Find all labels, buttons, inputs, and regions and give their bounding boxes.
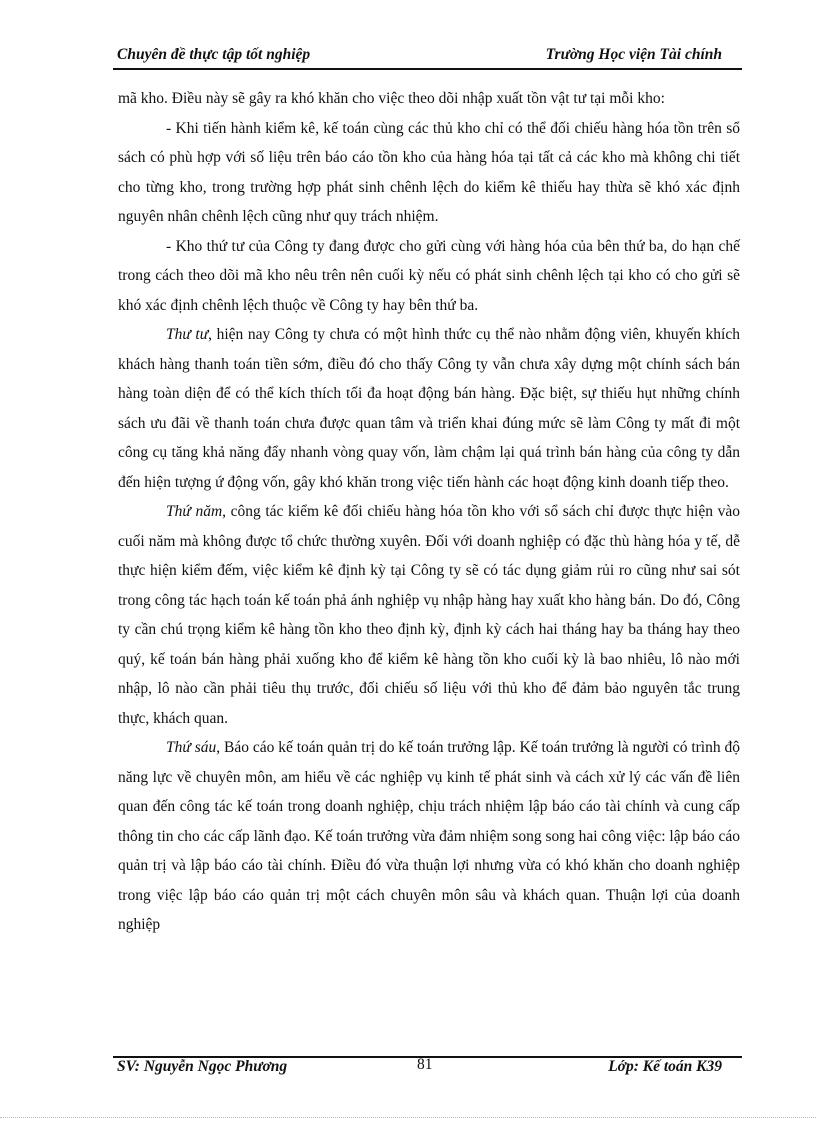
page-footer bbox=[113, 1058, 742, 1078]
paragraph-fifth-point bbox=[118, 497, 740, 733]
paragraph-lead: Thứ năm bbox=[166, 503, 223, 520]
header-thesis-title: Chuyên đề thực tập tốt nghiệp bbox=[117, 46, 311, 63]
paragraph-lead: Thư tư bbox=[166, 326, 209, 343]
paragraph-fourth-point bbox=[118, 320, 740, 497]
paragraph-continuation bbox=[118, 84, 740, 114]
page-header bbox=[113, 46, 742, 70]
paragraph-sixth-point bbox=[118, 733, 740, 940]
page-boundary bbox=[0, 1117, 816, 1118]
document-body bbox=[118, 84, 740, 940]
paragraph-text: mã kho. Điều này sẽ gây ra khó khăn cho việc theo dõi nhập xuất tồn vật tư tại mỗi kho: bbox=[118, 90, 665, 107]
header-institution: Trường Học viện Tài chính bbox=[545, 46, 722, 63]
footer-class: Lớp: Kế toán K39 bbox=[608, 1058, 722, 1075]
paragraph-lead: Thứ sáu bbox=[166, 739, 217, 756]
paragraph-text: , Báo cáo kế toán quản trị do kế toán trưởng lập. Kế toán trưởng là người có trình độ năng lực về chuyên môn, am hiểu về các nghiệp vụ kinh tế phát sinh và cách xử lý các vấn đề liên quan đến công tác kế toán trong doanh nghiệp, chịu trách nhiệm lập báo cáo tài chính và cung cấp thông tin cho các cấp lãnh đạo. Kế toán trưởng vừa đảm nhiệm song song hai công việc: lập báo cáo quản trị và lập báo cáo tài chính. Điều đó vừa thuận lợi nhưng vừa có khó khăn cho doanh nghiệp trong việc lập báo cáo quản trị một cách chuyên môn sâu và khách quan. Thuận lợi của doanh nghiệp bbox=[118, 739, 740, 933]
paragraph-text: , hiện nay Công ty chưa có một hình thức cụ thể nào nhằm động viên, khuyến khích khách hàng thanh toán tiền sớm, điều đó cho thấy Công ty vẫn chưa xây dựng một chính sách bán hàng toàn diện để có thể kích thích tối đa hoạt động bán hàng. Đặc biệt, sự thiếu hụt những chính sách ưu đãi về thanh toán chưa được quan tâm và triển khai đúng mức sẽ làm Công ty mất đi một công cụ tăng khả năng đẩy nhanh vòng quay vốn, làm chậm lại quá trình bán hàng của công ty dẫn đến hiện tượng ứ động vốn, gây khó khăn trong việc tiến hành các hoạt động kinh doanh tiếp theo. bbox=[118, 326, 740, 491]
paragraph-bullet-inventory-check bbox=[118, 114, 740, 232]
paragraph-bullet-fourth-warehouse bbox=[118, 232, 740, 321]
paragraph-text: , công tác kiểm kê đối chiếu hàng hóa tồn kho với sổ sách chỉ được thực hiện vào cuối năm mà không được tổ chức thường xuyên. Đối với doanh nghiệp có đặc thù hàng hóa y tế, dễ thực hiện kiểm đếm, việc kiểm kê định kỳ tại Công ty sẽ có tác dụng giảm rủi ro cũng như sai sót trong công tác hạch toán kế toán phả ánh nghiệp vụ nhập hàng hay xuất kho hàng bán. Do đó, Công ty cần chú trọng kiểm kê hàng tồn kho theo định kỳ, định kỳ cách hai tháng hay ba tháng hay theo quý, kế toán bán hàng phải xuống kho để kiểm kê hàng tồn kho cuối kỳ là bao nhiêu, lô nào mới nhập, lô nào cần phải tiêu thụ trước, đối chiếu số liệu với thủ kho để đảm bảo nguyên tắc trung thực, khách quan. bbox=[118, 503, 740, 727]
footer-student-name: SV: Nguyễn Ngọc Phương bbox=[117, 1058, 288, 1075]
paragraph-text: - Khi tiến hành kiểm kê, kế toán cùng các thủ kho chỉ có thể đối chiếu hàng hóa tồn trên sổ sách có phù hợp với số liệu trên báo cáo tồn kho của hàng hóa tại tất cả các kho mà không chi tiết cho từng kho, trong trường hợp phát sinh chênh lệch do kiểm kê thiếu hay thừa sẽ khó xác định nguyên nhân chênh lệch cũng như quy trách nhiệm. bbox=[118, 119, 740, 225]
page-number: 81 bbox=[417, 1056, 433, 1073]
paragraph-text: - Kho thứ tư của Công ty đang được cho gửi cùng với hàng hóa của bên thứ ba, do hạn chế trong cách theo dõi mã kho nêu trên nên cuối kỳ nếu có phát sinh chênh lệch tại kho có cho gửi sẽ khó xác định chênh lệch thuộc về Công ty hay bên thứ ba. bbox=[118, 237, 740, 314]
